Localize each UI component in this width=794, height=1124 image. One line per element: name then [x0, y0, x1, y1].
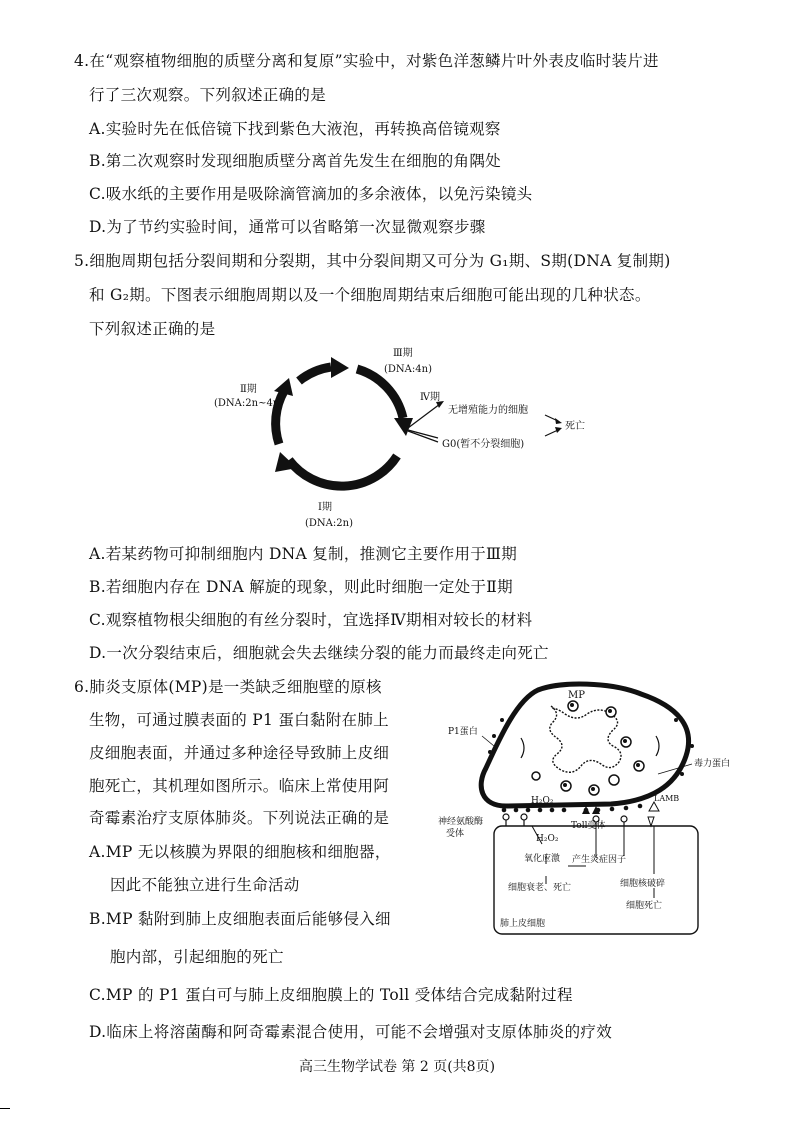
phase1-dna: (DNA:2n) [305, 518, 353, 529]
cell-cycle-diagram [200, 340, 620, 535]
q4-option-d: D.为了节约实验时间，通常可以省略第一次显微观察步骤 [89, 218, 486, 236]
lamb-label: LAMB [654, 794, 680, 803]
q6-option-a-line1: A.MP 无以核膜为界限的细胞核和细胞器， [89, 843, 391, 861]
q6-stem-line3: 皮细胞表面，并通过多种途径导致肺上皮细 [89, 744, 390, 762]
nucleus-label: 细胞核破碎 [620, 879, 666, 889]
q6-option-b-line2: 胞内部，引起细胞的死亡 [110, 948, 284, 966]
q5-option-c: C.观察植物根尖细胞的有丝分裂时，宜选择Ⅳ期相对较长的材料 [89, 611, 533, 629]
q6-option-a-line2: 因此不能独立进行生命活动 [110, 876, 300, 894]
lung-cell-label: 肺上皮细胞 [500, 919, 546, 929]
p1-label: P1蛋白 [448, 727, 478, 737]
death-label: 死亡 [565, 421, 585, 432]
g0-label: G0(暂不分裂细胞) [442, 439, 525, 450]
nerve-receptor-label-1: 神经氨酸酶 [438, 817, 484, 827]
q4-stem-line2: 行了三次观察。下列叙述正确的是 [89, 86, 327, 104]
inflam-label: 产生炎症因子 [572, 855, 627, 865]
ox-stress-label: 氧化应激 [524, 854, 561, 864]
q6-stem-line5: 奇霉素治疗支原体肺炎。下列说法正确的是 [89, 809, 390, 827]
phase2-dna: (DNA:2n~4n) [214, 398, 284, 409]
h2o2-label-b: H₂O₂ [536, 834, 559, 844]
cycle-arc-right [357, 369, 403, 418]
h2o2-label-a: H₂O₂ [531, 796, 554, 806]
toxin-label: 毒力蛋白 [694, 759, 731, 769]
q6-option-c: C.MP 的 P1 蛋白可与肺上皮细胞膜上的 Toll 受体结合完成黏附过程 [89, 986, 573, 1004]
q5-option-d: D.一次分裂结束后，细胞就会失去继续分裂的能力而最终走向死亡 [89, 644, 549, 662]
q6-option-d: D.临床上将溶菌酶和阿奇霉素混合使用，可能不会增强对支原体肺炎的疗效 [89, 1023, 613, 1041]
q4-option-a: A.实验时先在低倍镜下找到紫色大液泡，再转换高倍镜观察 [89, 120, 501, 138]
cell-death-label: 细胞死亡 [626, 901, 663, 911]
q5-stem-line2: 和 G₂期。下图表示细胞周期以及一个细胞周期结束后细胞可能出现的几种状态。 [89, 286, 651, 304]
phase2-label: Ⅱ期 [240, 384, 257, 395]
phase4-label: Ⅳ期 [420, 392, 440, 403]
cycle-arc-bottom [289, 456, 397, 486]
mp-mechanism-diagram [436, 676, 736, 938]
q4-stem-line1: 4.在“观察植物细胞的质壁分离和复原”实验中，对紫色洋葱鳞片叶外表皮临时装片进 [74, 52, 659, 70]
page-footer: 高三生物学试卷 第 2 页(共8页) [298, 1059, 496, 1075]
senescence-label: 细胞衰老、死亡 [508, 883, 572, 893]
q6-stem-line4: 胞死亡，其机理如图所示。临床上常使用阿 [89, 777, 390, 795]
q4-option-c: C.吸水纸的主要作用是吸除滴管滴加的多余液体，以免污染镜头 [89, 185, 533, 203]
q5-stem-line1: 5.细胞周期包括分裂间期和分裂期，其中分裂间期又可分为 G₁期、S期(DNA 复制期) [74, 252, 671, 270]
q5-option-a: A.若某药物可抑制细胞内 DNA 复制，推测它主要作用于Ⅲ期 [89, 545, 518, 563]
arrowhead-left [274, 378, 293, 396]
no-prolif-label: 无增殖能力的细胞 [448, 405, 528, 416]
q5-stem-line3: 下列叙述正确的是 [89, 320, 216, 338]
arrowhead-top [331, 357, 349, 378]
q6-stem-line2: 生物，可通过膜表面的 P1 蛋白黏附在肺上 [89, 711, 389, 729]
cycle-arc-top [299, 367, 331, 381]
nerve-receptor-label-2: 受体 [446, 829, 465, 839]
q6-option-b-line1: B.MP 黏附到肺上皮细胞表面后能够侵入细 [89, 910, 391, 928]
phase1-label: Ⅰ期 [318, 502, 332, 513]
q4-option-b: B.第二次观察时发现细胞质壁分离首先发生在细胞的角隅处 [89, 152, 501, 170]
q6-stem-line1: 6.肺炎支原体(MP)是一类缺乏细胞壁的原核 [74, 678, 382, 696]
phase3-label: Ⅲ期 [393, 348, 413, 359]
phase3-dna: (DNA:4n) [384, 364, 432, 375]
q5-option-b: B.若细胞内存在 DNA 解旋的现象，则此时细胞一定处于Ⅱ期 [89, 578, 513, 596]
mp-label: MP [568, 690, 585, 701]
mp-cell-body [481, 684, 688, 806]
toll-label: Toll受体 [571, 821, 606, 831]
corner-mark [0, 1108, 10, 1109]
